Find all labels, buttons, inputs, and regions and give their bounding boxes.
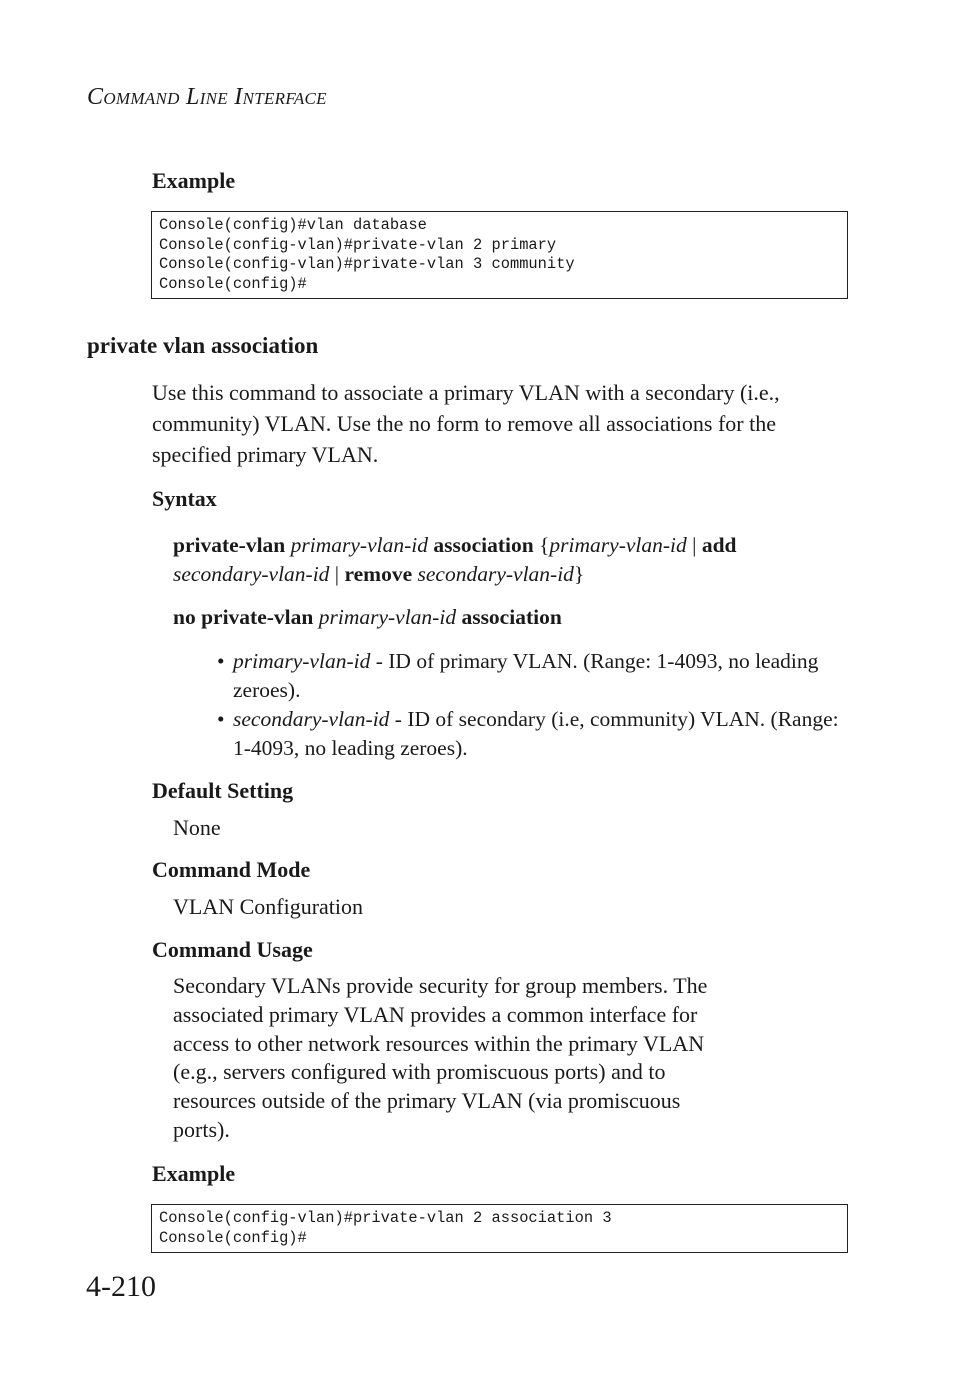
usage-line: Secondary VLANs provide security for group members. The (173, 973, 708, 998)
running-header: COMMAND LINE INTERFACE (87, 84, 327, 110)
code-example-1 (151, 211, 848, 299)
code-line: Console(config-vlan)#private-vlan 2 association 3 (159, 1209, 612, 1227)
usage-line: (e.g., servers configured with promiscuous ports) and to (173, 1059, 666, 1085)
command-usage-heading: Command Usage (152, 937, 313, 962)
usage-line: access to other network resources within the primary VLAN (173, 1030, 705, 1056)
default-setting-value: None (173, 815, 221, 840)
command-title: private vlan association (87, 333, 319, 358)
command-description (152, 377, 780, 470)
param-primary-vlan-id: • primary-vlan-id - ID of primary VLAN. (Range: 1-4093, no leading zeroes). (217, 649, 819, 702)
code-line: Console(config)#vlan database (159, 216, 427, 234)
syntax-line-1: private-vlan primary-vlan-id association {primary-vlan-id | add (173, 533, 737, 557)
code-line: Console(config)# (159, 1228, 307, 1247)
bullet-icon: • (217, 649, 225, 673)
code-line: Console(config-vlan)#private-vlan 3 community (159, 255, 575, 273)
syntax-heading: Syntax (152, 486, 217, 511)
description-line: specified primary VLAN. (152, 442, 379, 467)
description-line: community) VLAN. Use the no form to remove all associations for the (152, 411, 777, 436)
example-heading: Example (152, 168, 236, 193)
code-example-2 (151, 1204, 848, 1253)
syntax-line-2: secondary-vlan-id | remove secondary-vlan-id} (173, 562, 585, 586)
code-line: Console(config)# (159, 274, 307, 293)
param-secondary-vlan-id: • secondary-vlan-id - ID of secondary (i.e, community) VLAN. (Range: 1-4093, no leading zeroes). (217, 707, 839, 760)
command-mode-value: VLAN Configuration (173, 894, 364, 919)
command-usage-text (173, 972, 707, 1145)
usage-line: resources outside of the primary VLAN (via promiscuous (173, 1088, 681, 1114)
default-setting-heading: Default Setting (152, 778, 294, 803)
usage-line: ports). (173, 1116, 230, 1142)
code-line: Console(config-vlan)#private-vlan 2 primary (159, 235, 557, 254)
bullet-icon: • (217, 707, 225, 731)
page-number: 4-210 (86, 1270, 156, 1303)
usage-line: associated primary VLAN provides a common interface for (173, 1001, 698, 1027)
description-line: Use this command to associate a primary VLAN with a secondary (i.e., (152, 380, 780, 405)
syntax-line-no: no private-vlan primary-vlan-id association (173, 605, 562, 629)
example-heading: Example (152, 1161, 236, 1186)
command-mode-heading: Command Mode (152, 857, 311, 882)
